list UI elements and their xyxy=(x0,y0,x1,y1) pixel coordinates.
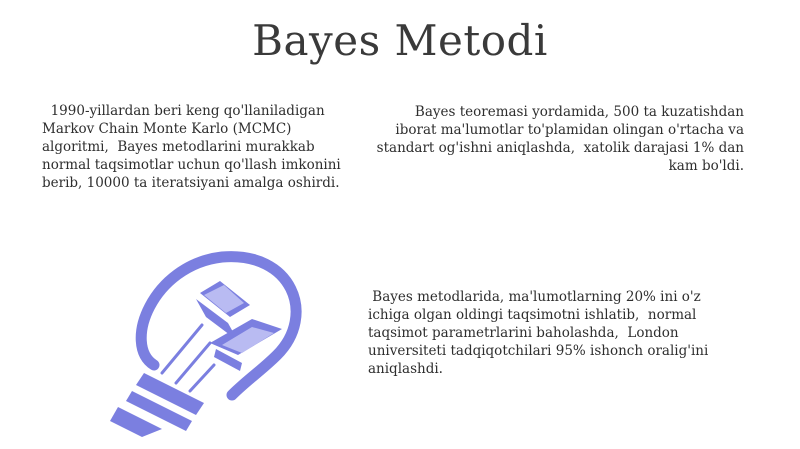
slide-title: Bayes Metodi xyxy=(252,16,548,65)
lightbulb-book-icon xyxy=(92,245,312,440)
paragraph-london-university: Bayes metodlarida, ma'lumotlarning 20% ini o'z ichiga olgan oldingi taqsimotni ishlatib, normal taqsimot parametrlarini baholashda, London universiteti tadqiqotchilari 95% ishonch oralig'ini aniqlashdi. xyxy=(368,289,713,377)
paragraph-mcmc: 1990-yillardan beri keng qo'llaniladigan Markov Chain Monte Karlo (MCMC) algoritmi, Bayes metodlarini murakkab normal taqsimotlar uchun qo'llash imkonini berib, 10000 ta iteratsiyani amalga oshirdi. xyxy=(42,103,346,191)
paragraph-bayes-theorem: Bayes teoremasi yordamida, 500 ta kuzatishdan iborat ma'lumotlar to'plamidan olingan o'rtacha va standart og'ishni aniqlashda, xatolik darajasi 1% dan kam bo'ldi. xyxy=(376,104,749,174)
